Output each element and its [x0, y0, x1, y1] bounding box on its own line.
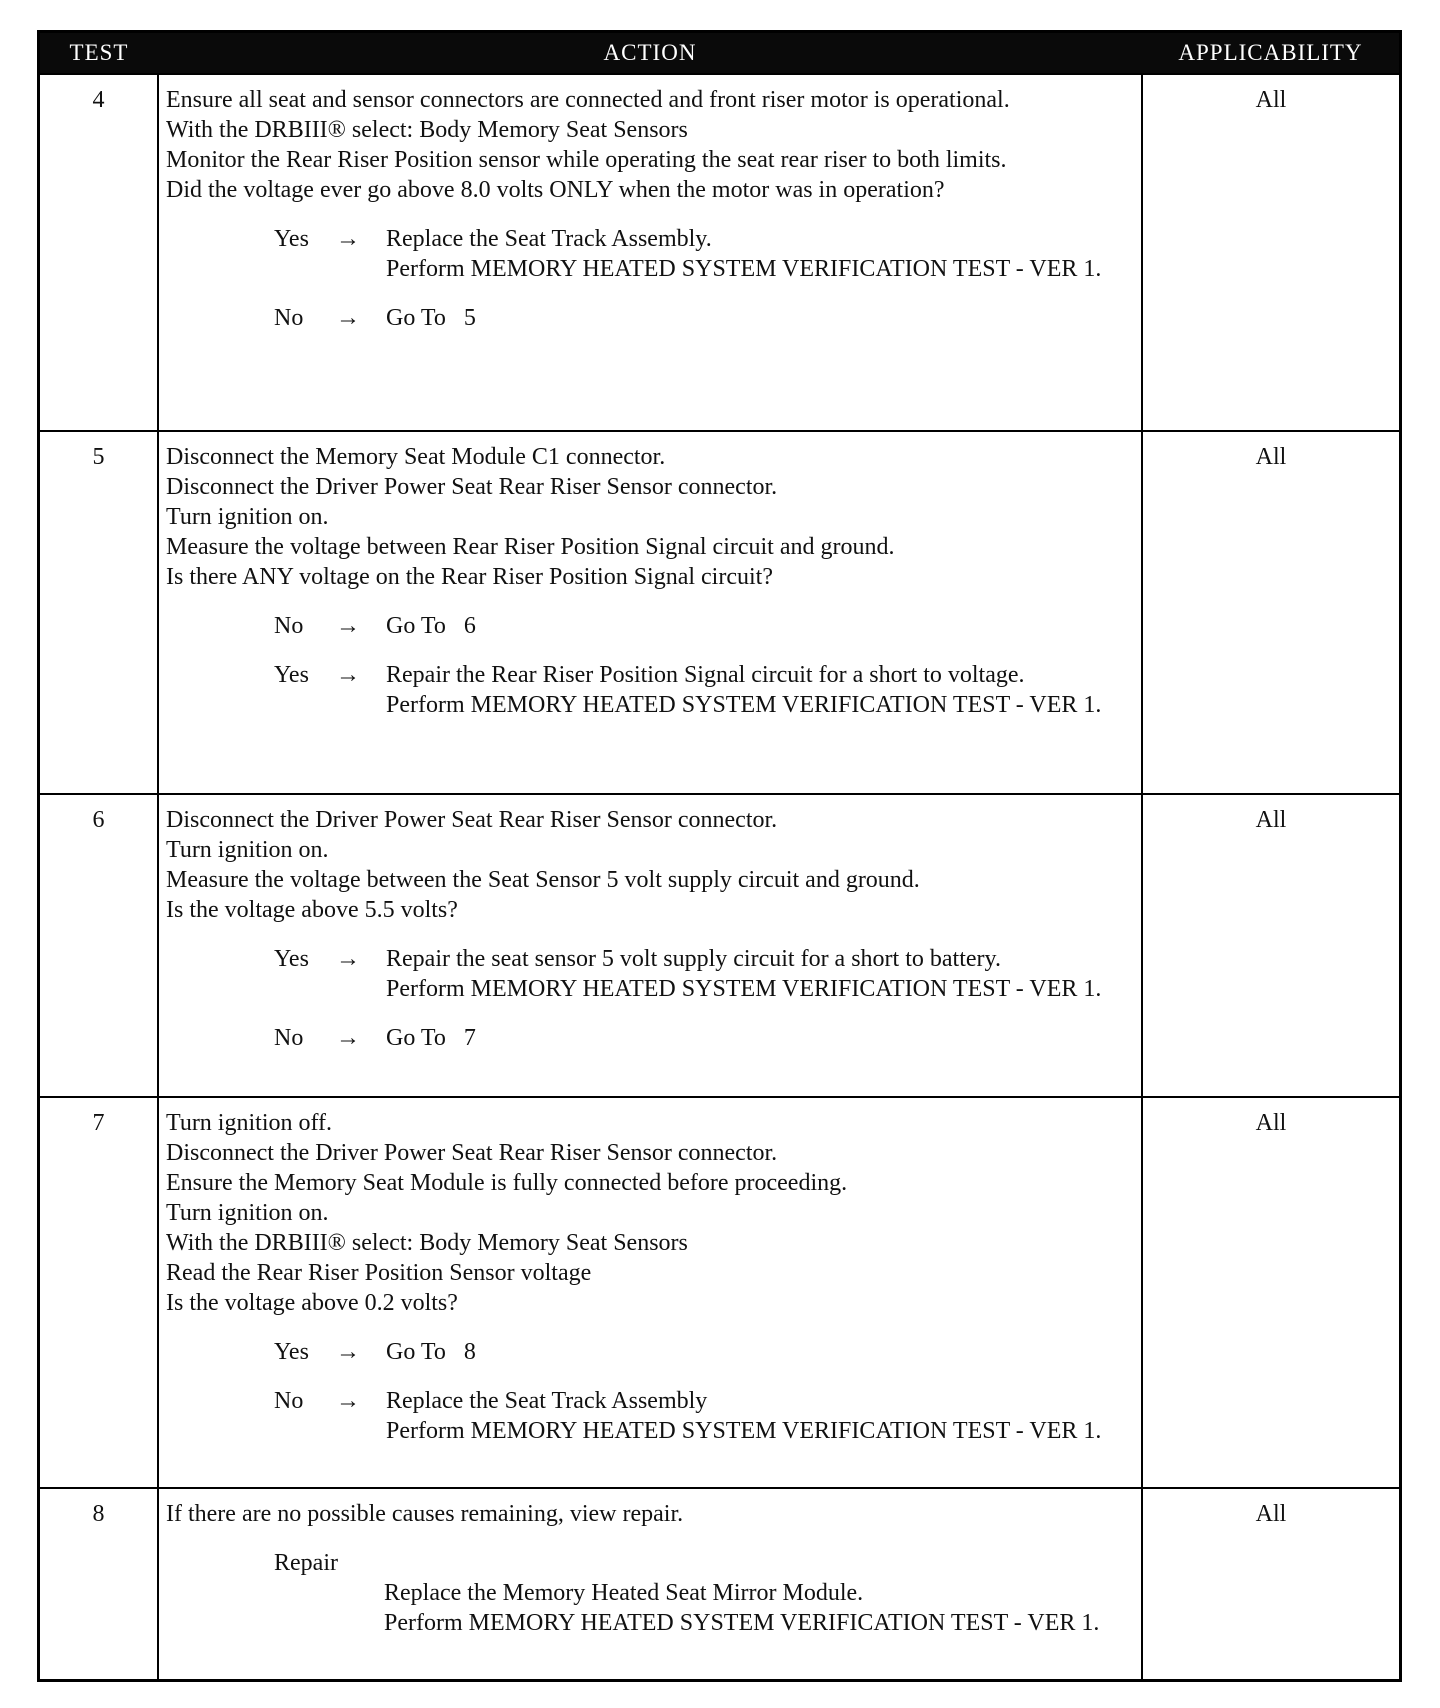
action-step: Read the Rear Riser Position Sensor voltage [166, 1260, 592, 1286]
table-row-test-4 [40, 74, 1399, 431]
repair-line: Perform MEMORY HEATED SYSTEM VERIFICATION TEST - VER 1. [384, 1610, 1100, 1636]
diagnostic-test-table [37, 30, 1402, 1682]
action-step: Ensure the Memory Seat Module is fully connected before proceeding. [166, 1170, 848, 1196]
action-step: Did the voltage ever go above 8.0 volts ONLY when the motor was in operation? [166, 177, 945, 203]
outcome-answer: Yes [274, 662, 309, 688]
outcome-line: Perform MEMORY HEATED SYSTEM VERIFICATION TEST - VER 1. [386, 256, 1102, 282]
repair-line: Replace the Memory Heated Seat Mirror Module. [384, 1580, 864, 1606]
arrow-icon: → [336, 662, 360, 688]
action-cell [158, 74, 1142, 431]
applicability-cell: All [1142, 794, 1399, 1097]
outcome-yes [166, 224, 1133, 284]
header-applicability: APPLICABILITY [1142, 33, 1399, 74]
outcome-answer: Yes [274, 1339, 309, 1365]
arrow-icon: → [336, 1025, 360, 1051]
outcome-no [166, 1386, 1133, 1446]
action-step: Measure the voltage between Rear Riser Position Signal circuit and ground. [166, 534, 895, 560]
action-step: If there are no possible causes remaining, view repair. [166, 1501, 684, 1527]
outcome-no [166, 611, 1133, 641]
table-row-test-8 [40, 1488, 1399, 1679]
outcome-line: Perform MEMORY HEATED SYSTEM VERIFICATION TEST - VER 1. [386, 976, 1102, 1002]
action-step: Monitor the Rear Riser Position sensor while operating the seat rear riser to both limits. [166, 147, 1007, 173]
action-step: Turn ignition on. [166, 1200, 329, 1226]
test-number: 5 [40, 431, 158, 794]
outcome-line: Replace the Seat Track Assembly. [386, 226, 712, 252]
outcome-answer: No [274, 1025, 304, 1051]
outcome-no [166, 303, 1133, 333]
action-step: Disconnect the Driver Power Seat Rear Riser Sensor connector. [166, 807, 778, 833]
outcome-yes [166, 660, 1133, 720]
arrow-icon: → [336, 226, 360, 252]
arrow-icon: → [336, 1339, 360, 1365]
repair-block [166, 1548, 1133, 1638]
test-number: 7 [40, 1097, 158, 1488]
outcome-no [166, 1023, 1133, 1053]
action-step: Disconnect the Driver Power Seat Rear Riser Sensor connector. [166, 1140, 778, 1166]
action-step: Turn ignition on. [166, 837, 329, 863]
action-step: Disconnect the Driver Power Seat Rear Riser Sensor connector. [166, 474, 778, 500]
test-number: 6 [40, 794, 158, 1097]
header-test: TEST [40, 33, 158, 74]
applicability-cell: All [1142, 1488, 1399, 1679]
outcome-line: Replace the Seat Track Assembly [386, 1388, 708, 1414]
table-row-test-5 [40, 431, 1399, 794]
action-step: Is the voltage above 0.2 volts? [166, 1290, 458, 1316]
repair-label: Repair [274, 1550, 338, 1576]
action-step: With the DRBIII® select: Body Memory Seat Sensors [166, 117, 688, 143]
outcome-line: Go To 6 [386, 613, 476, 639]
action-step: Measure the voltage between the Seat Sensor 5 volt supply circuit and ground. [166, 867, 920, 893]
outcome-answer: No [274, 1388, 304, 1414]
test-number: 4 [40, 74, 158, 431]
arrow-icon: → [336, 613, 360, 639]
outcome-line: Perform MEMORY HEATED SYSTEM VERIFICATION TEST - VER 1. [386, 692, 1102, 718]
outcome-line: Perform MEMORY HEATED SYSTEM VERIFICATION TEST - VER 1. [386, 1418, 1102, 1444]
arrow-icon: → [336, 946, 360, 972]
applicability-cell: All [1142, 431, 1399, 794]
header-action: ACTION [158, 33, 1142, 74]
action-cell [158, 794, 1142, 1097]
outcome-yes [166, 1337, 1133, 1367]
outcome-answer: No [274, 613, 304, 639]
action-step: Turn ignition on. [166, 504, 329, 530]
outcome-line: Go To 8 [386, 1339, 476, 1365]
action-step: Is there ANY voltage on the Rear Riser Position Signal circuit? [166, 564, 773, 590]
outcome-line: Go To 5 [386, 305, 476, 331]
outcome-line: Go To 7 [386, 1025, 476, 1051]
action-step: Turn ignition off. [166, 1110, 333, 1136]
action-cell [158, 1097, 1142, 1488]
table-header-row [40, 33, 1399, 74]
applicability-cell: All [1142, 74, 1399, 431]
outcome-line: Repair the seat sensor 5 volt supply circuit for a short to battery. [386, 946, 1001, 972]
action-cell [158, 1488, 1142, 1679]
test-number: 8 [40, 1488, 158, 1679]
action-cell [158, 431, 1142, 794]
action-step: Is the voltage above 5.5 volts? [166, 897, 458, 923]
outcome-line: Repair the Rear Riser Position Signal circuit for a short to voltage. [386, 662, 1025, 688]
table-row-test-7 [40, 1097, 1399, 1488]
outcome-answer: No [274, 305, 304, 331]
action-step: With the DRBIII® select: Body Memory Seat Sensors [166, 1230, 688, 1256]
table-row-test-6 [40, 794, 1399, 1097]
action-step: Ensure all seat and sensor connectors are connected and front riser motor is operational. [166, 87, 1010, 113]
outcome-answer: Yes [274, 226, 309, 252]
action-step: Disconnect the Memory Seat Module C1 connector. [166, 444, 666, 470]
arrow-icon: → [336, 1388, 360, 1414]
arrow-icon: → [336, 305, 360, 331]
applicability-cell: All [1142, 1097, 1399, 1488]
test-table [40, 33, 1399, 1679]
outcome-answer: Yes [274, 946, 309, 972]
outcome-yes [166, 944, 1133, 1004]
